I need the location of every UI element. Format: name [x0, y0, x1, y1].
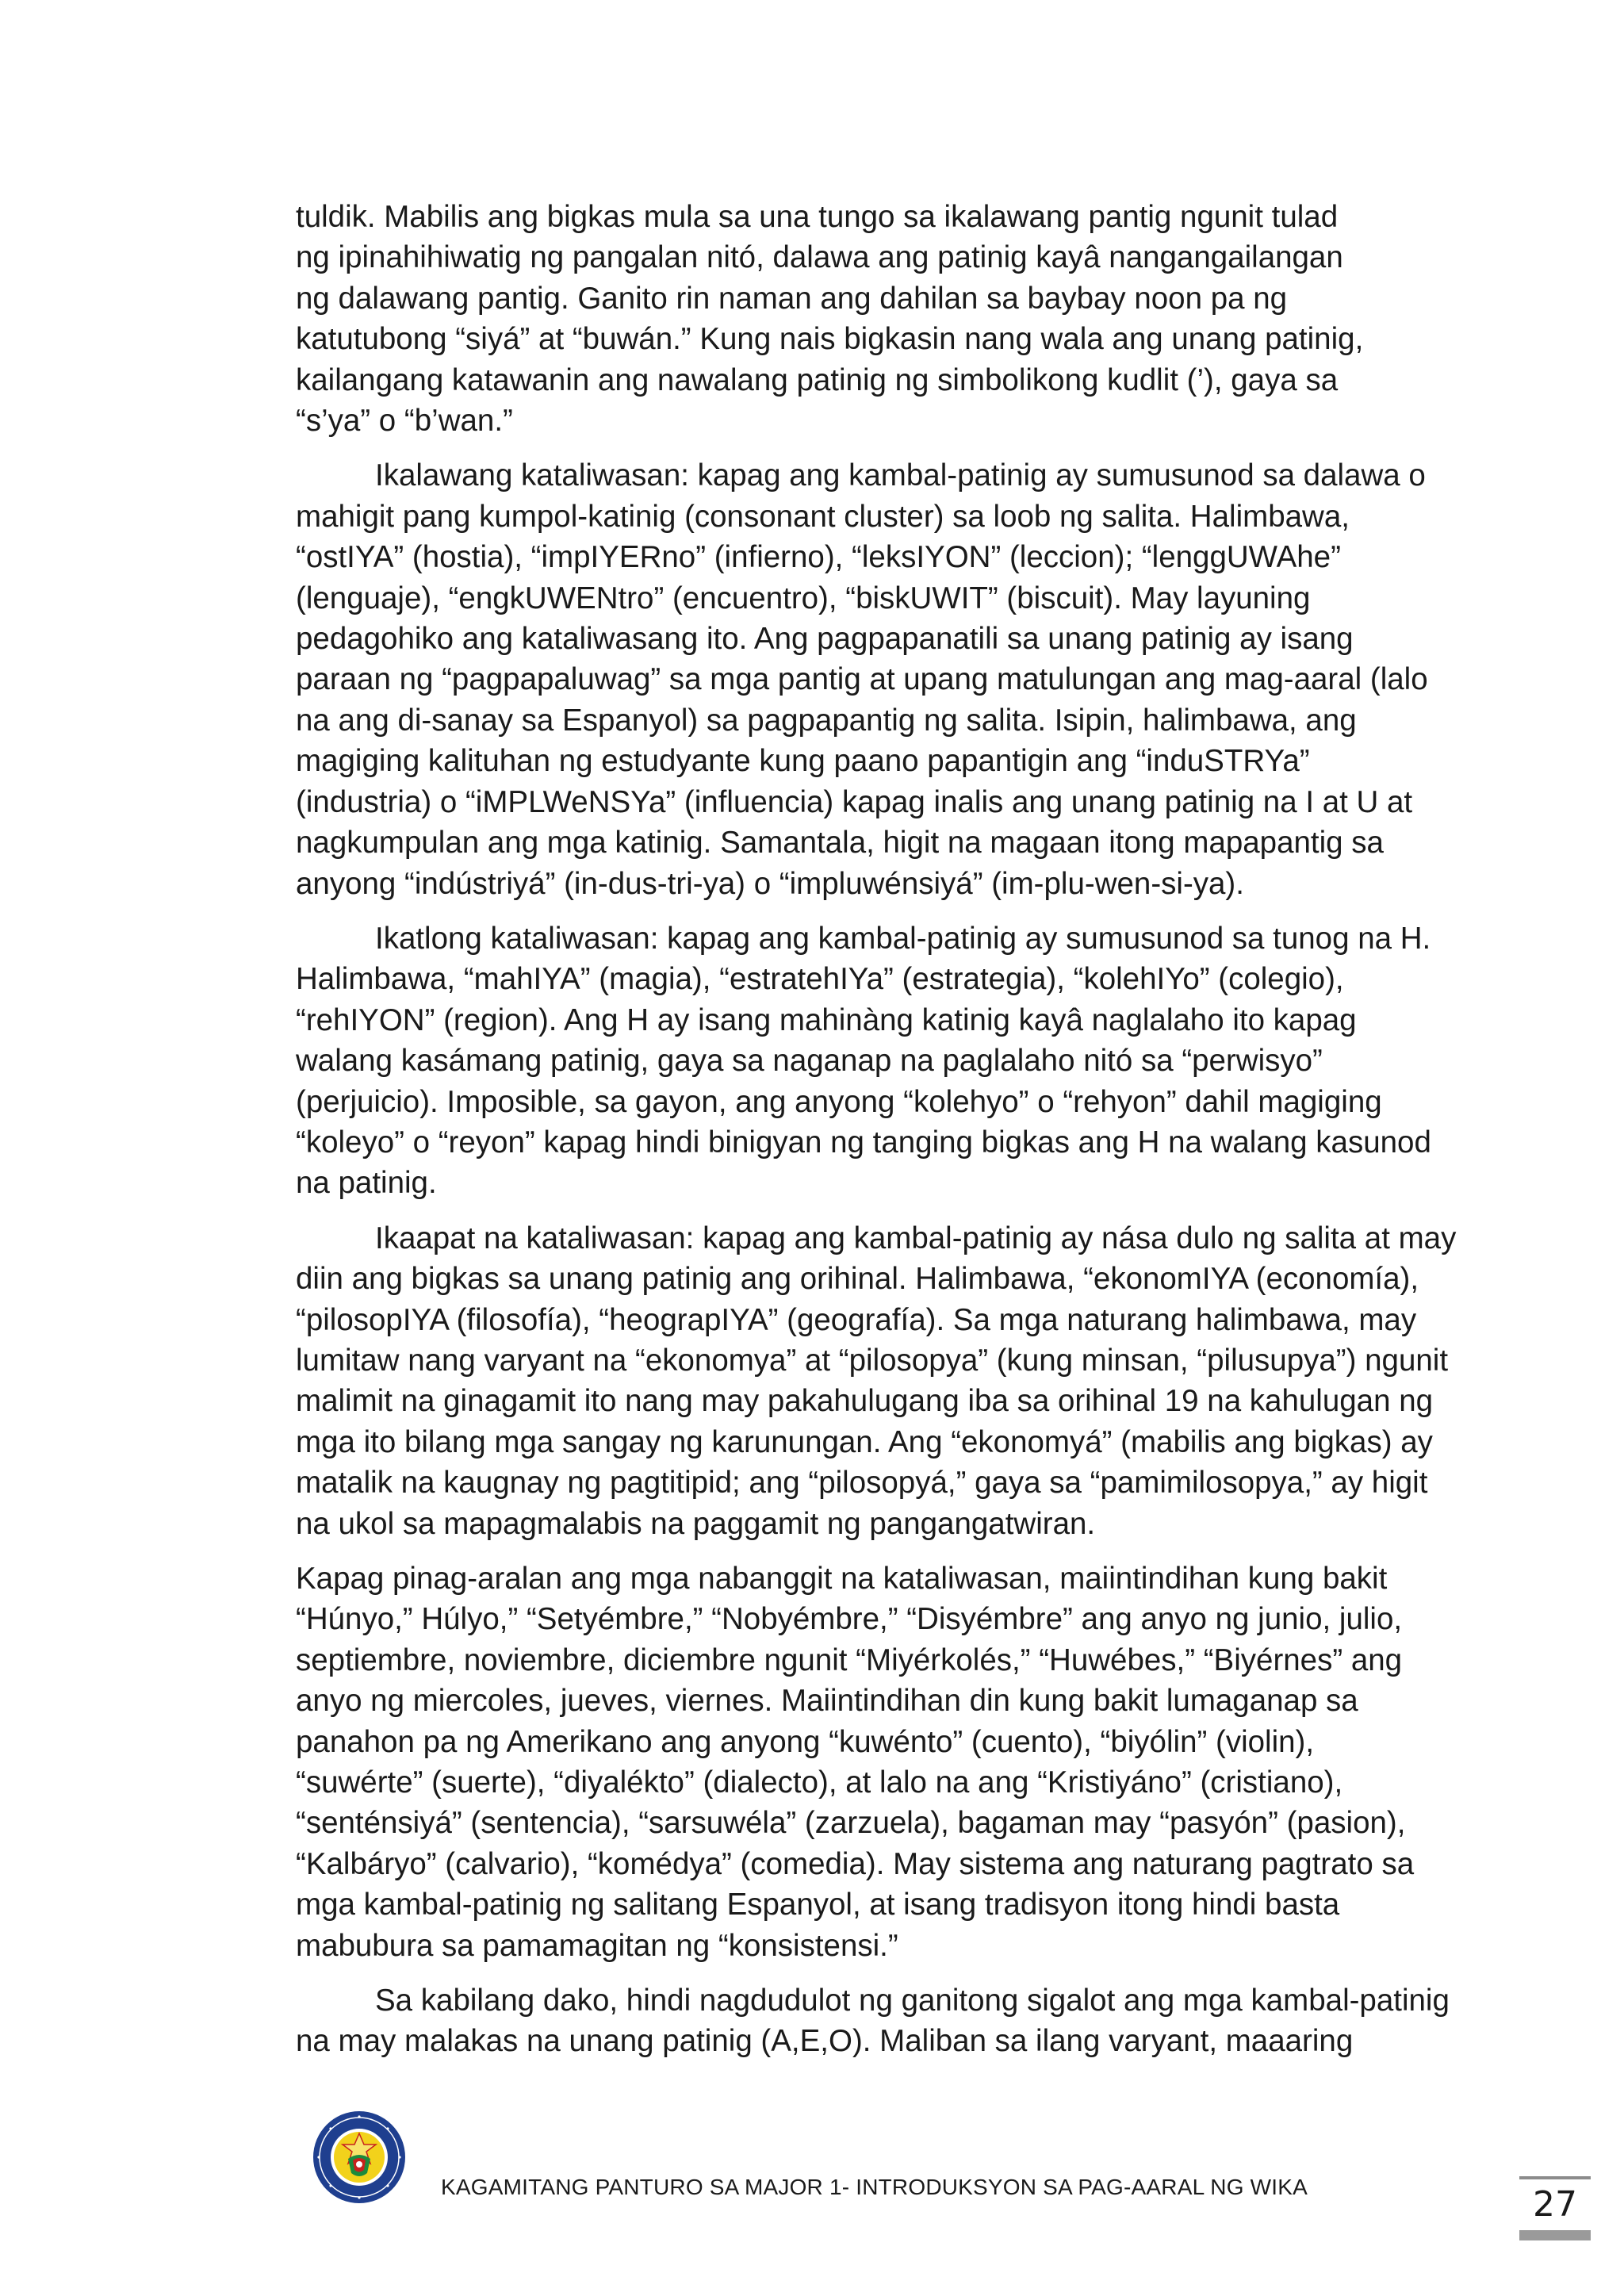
- paragraph-ikalawang-kataliwasan: Ikalawang kataliwasan: kapag ang kambal-patinig ay sumusunod sa dalawa o mahigit pang kumpol-katinig (consonant cluster) sa loob ng salita. Halimbawa, “ostIYA” (hostia), “impIYERno” (infierno), “leksIYON” (leccion); “lenggUWAhe” (lenguaje), “engkUWENtro” (encuentro), “biskUWIT” (biscuit). May layuning pedagohiko ang kataliwasang ito. Ang pagpapanatili sa unang patinig ay isang paraan ng “pagpapaluwag” sa mga pantig at upang matulungan ang mag-aaral (lalo na ang di-sanay sa Espanyol) sa pagpapantig ng salita. Isipin, halimbawa, ang magiging kalituhan ng estudyante kung paano papantigin ang “induSTRYa” (industria) o “iMPLWeNSYa” (influencia) kapag inalis ang unang patinig na I at U at nagkumpulan ang mga katinig. Samantala, higit na magaan itong mapapantig sa anyong “indústriyá” (in-dus-tri-ya) o “impluwénsiyá” (im-plu-wen-si-ya).: [296, 458, 1428, 901]
- paragraph-sa-kabilang-dako: Sa kabilang dako, hindi nagdudulot ng ganitong sigalot ang mga kambal-patinig na may malakas na unang patinig (A,E,O). Maliban sa ilang varyant, maaaring: [296, 1984, 1450, 2059]
- college-seal-logo-icon: [312, 2110, 407, 2205]
- page-number: 27: [1533, 2184, 1577, 2225]
- paragraph-ikaapat-na-kataliwasan: Ikaapat na kataliwasan: kapag ang kambal-patinig ay nása dulo ng salita at may diin ang bigkas sa unang patinig ang orihinal. Halimbawa, “ekonomIYA (economía), “pilosopIYA (filosofía), “heograpIYA” (geografía). Sa mga naturang halimbawa, may lumitaw nang varyant na “ekonomya” at “pilosopya” (kung minsan, “pilusupya”) ngunit malimit na ginagamit ito nang may pakahulugang iba sa orihinal 19 na kahulugan ng mga ito bilang mga sangay ng karunungan. Ang “ekonomyá” (mabilis ang bigkas) ay matalik na kaugnay ng pagtitipid; ang “pilosopyá,” gaya sa “pamimilosopya,” ay higit na ukol sa mapagmalabis na paggamit ng pangangatwiran.: [296, 1221, 1457, 1541]
- paragraph-kapag-pinag-aralan: Kapag pinag-aralan ang mga nabanggit na kataliwasan, maiintindihan kung bakit “Húnyo,” Húlyo,” “Setyémbre,” “Nobyémbre,” “Disyémbre” ang anyo ng junio, julio, septiembre, noviembre, diciembre ngunit “Miyérkolés,” “Huwébes,” “Biyérnes” ang anyo ng miercoles, jueves, viernes. Maiintindihan din kung bakit lumaganap sa panahon pa ng Amerikano ang anyong “kuwénto” (cuento), “biyólin” (violin), “suwérte” (suerte), “diyalékto” (dialecto), at lalo na ang “Kristiyáno” (cristiano), “senténsiyá” (sentencia), “sarsuwéla” (zarzuela), bagaman may “pasyón” (pasion), “Kalbáryo” (calvario), “komédya” (comedia). May sistema ang naturang pagtrato sa mga kambal-patinig ng salitang Espanyol, at isang tradisyon itong hindi basta mabubura sa pamamagitan ng “konsistensi.”: [296, 1562, 1415, 1963]
- paragraph-continuation: tuldik. Mabilis ang bigkas mula sa una tungo sa ikalawang pantig ngunit tulad ng ipinahihiwatig ng pangalan nitó, dalawa ang patinig kayâ nangangailangan ng dalawang pantig. Ganito rin naman ang dahilan sa baybay noon pa ng katutubong “siyá” at “buwán.” Kung nais bigkasin nang wala ang unang patinig, kailangang katawanin ang nawalang patinig ng simbolikong kudlit (’), gaya sa “s’ya” o “b’wan.”: [296, 200, 1364, 439]
- document-body: [296, 197, 1549, 2076]
- paragraph-ikatlong-kataliwasan: Ikatlong kataliwasan: kapag ang kambal-patinig ay sumusunod sa tunog na H. Halimbawa, “mahIYA” (magia), “estratehIYa” (estrategia), “kolehIYo” (colegio), “rehIYON” (region). Ang H ay isang mahinàng katinig kayâ naglalaho ito kapag walang kasámang patinig, gaya sa naganap na paglalaho nitó sa “perwisyo” (perjuicio). Imposible, sa gayon, ang anyong “kolehyo” o “rehyon” dahil magiging “koleyo” o “reyon” kapag hindi binigyan ng tanging bigkas ang H na walang kasunod na patinig.: [296, 921, 1431, 1201]
- page-number-box: [1519, 2176, 1591, 2240]
- page-number-bottom-rule: [1519, 2230, 1591, 2240]
- footer-course-title: KAGAMITANG PANTURO SA MAJOR 1- INTRODUKSYON SA PAG-AARAL NG WIKA: [441, 2175, 1308, 2199]
